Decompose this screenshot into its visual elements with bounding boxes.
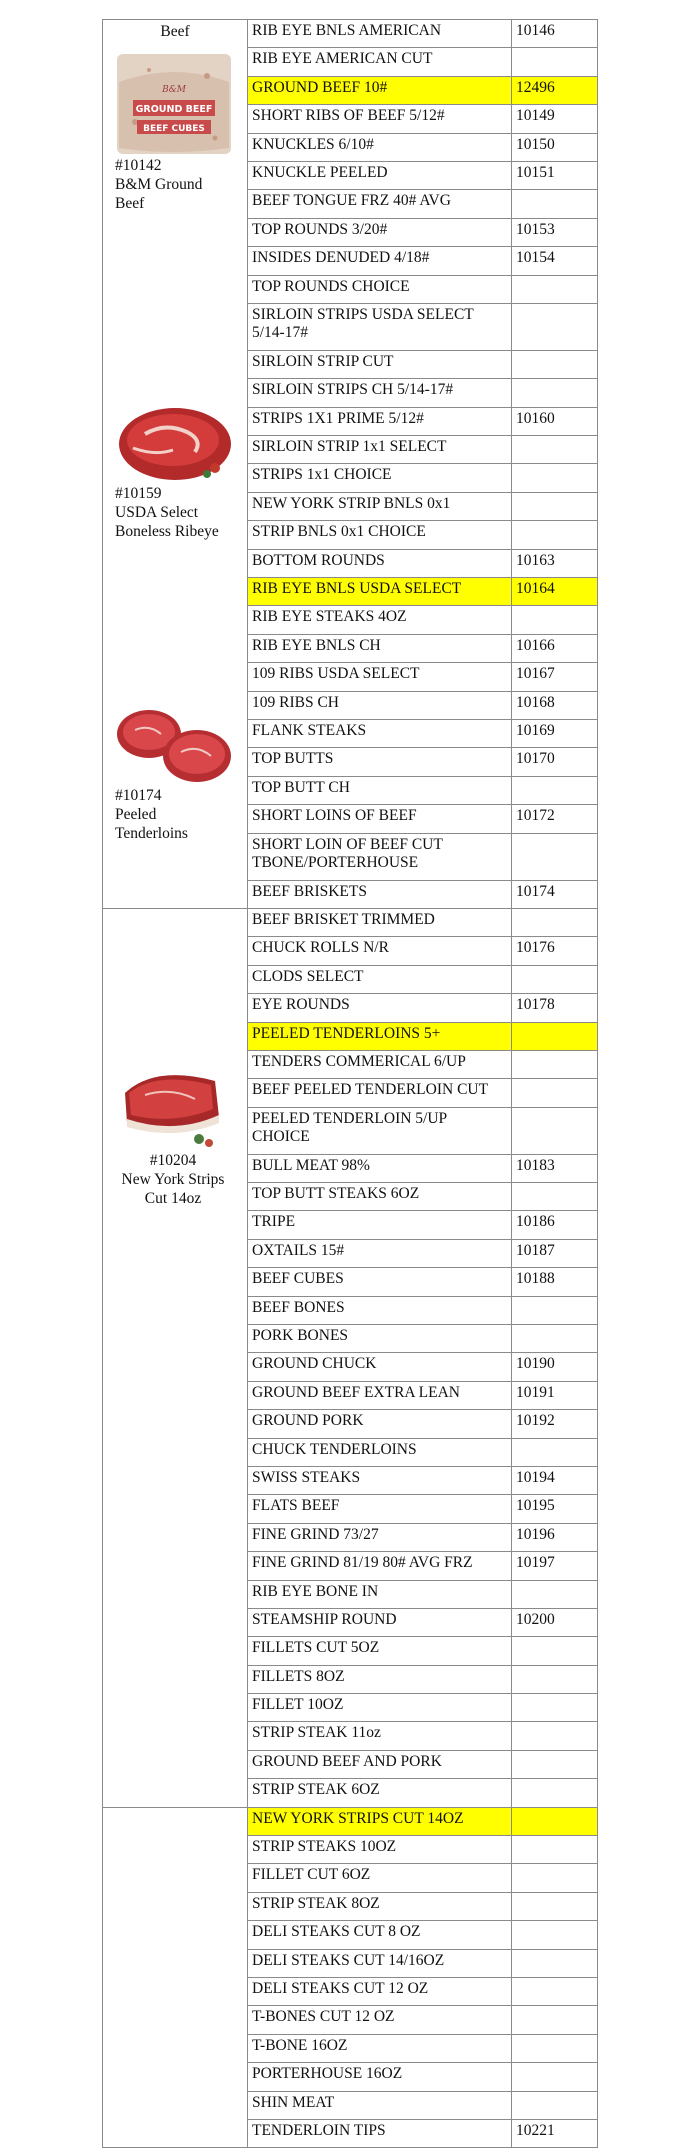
item-code-cell: 10154 xyxy=(512,247,598,275)
product-name: INSIDES DENUDED 4/18# xyxy=(252,249,430,267)
product-name: SIRLOIN STRIPS USDA SELECT xyxy=(252,305,474,323)
product-name: SHORT LOINS OF BEEF xyxy=(252,807,417,825)
product-name: BEEF BRISKETS xyxy=(252,882,367,900)
product-name-cell xyxy=(248,994,512,1022)
product-name: BEEF PEELED TENDERLOIN CUT xyxy=(252,1081,489,1099)
product-name: GROUND BEEF 10# xyxy=(252,78,388,96)
product-name: OXTAILS 15# xyxy=(252,1241,345,1259)
product-name: PORK BONES xyxy=(252,1327,349,1345)
product-name: FILLETS CUT 5OZ xyxy=(252,1639,380,1657)
product-name: STRIP STEAK 6OZ xyxy=(252,1781,380,1799)
product-caption xyxy=(115,484,235,541)
product-name-cell xyxy=(248,880,512,908)
product-name: SHORT LOIN OF BEEF CUT xyxy=(252,835,443,853)
product-name-cell xyxy=(248,1154,512,1182)
product-name-cell xyxy=(248,1325,512,1353)
item-code-cell: 10167 xyxy=(512,663,598,691)
item-code-cell: 10160 xyxy=(512,407,598,435)
product-name: 109 RIBS USDA SELECT xyxy=(252,665,420,683)
product-name-cell xyxy=(248,1495,512,1523)
product-name: SIRLOIN STRIP 1x1 SELECT xyxy=(252,438,447,456)
product-name: FINE GRIND 81/19 80# AVG FRZ xyxy=(252,1554,473,1572)
table-row xyxy=(103,1807,598,1835)
item-code-cell: 10163 xyxy=(512,549,598,577)
product-name-cell xyxy=(248,908,512,936)
item-code-cell xyxy=(512,303,598,350)
product-name: FILLETS 8OZ xyxy=(252,1667,345,1685)
item-code-cell: 10192 xyxy=(512,1410,598,1438)
product-name: GROUND CHUCK xyxy=(252,1355,377,1373)
product-name-line: Tenderloins xyxy=(115,825,188,842)
product-name-cell xyxy=(248,436,512,464)
product-name: FLATS BEEF xyxy=(252,1497,340,1515)
item-code-cell xyxy=(512,1949,598,1977)
product-name: TOP ROUNDS 3/20# xyxy=(252,220,388,238)
product-name-cell xyxy=(248,48,512,76)
item-code-cell xyxy=(512,1921,598,1949)
product-name: GROUND PORK xyxy=(252,1412,364,1430)
product-name: TENDERLOIN TIPS xyxy=(252,2121,386,2139)
svg-text:GROUND BEEF: GROUND BEEF xyxy=(135,104,213,115)
product-name: KNUCKLE PEELED xyxy=(252,163,388,181)
product-name: TOP BUTTS xyxy=(252,750,334,768)
product-name-line: USDA Select xyxy=(115,504,199,521)
item-code-cell: 10188 xyxy=(512,1268,598,1296)
product-name: PEELED TENDERLOIN 5/UP xyxy=(252,1109,448,1127)
product-name-continued: CHOICE xyxy=(252,1127,310,1145)
product-name-cell xyxy=(248,190,512,218)
item-code-cell xyxy=(512,1438,598,1466)
item-code-cell: 10169 xyxy=(512,719,598,747)
product-name: STRIP STEAK 8OZ xyxy=(252,1894,380,1912)
product-name: CHUCK ROLLS N/R xyxy=(252,939,389,957)
item-code-cell xyxy=(512,1978,598,2006)
product-name-cell xyxy=(248,578,512,606)
item-code-cell xyxy=(512,2034,598,2062)
tenderloin-steaks-image xyxy=(115,704,235,786)
item-code-cell: 10149 xyxy=(512,105,598,133)
product-name-cell xyxy=(248,663,512,691)
product-name-cell xyxy=(248,350,512,378)
item-code-cell xyxy=(512,1050,598,1078)
item-code-cell xyxy=(512,1183,598,1211)
product-name: STRIPS 1x1 CHOICE xyxy=(252,466,392,484)
item-code-cell xyxy=(512,776,598,804)
product-name: PEELED TENDERLOINS 5+ xyxy=(252,1024,441,1042)
product-name-cell xyxy=(248,2119,512,2147)
product-name: DELI STEAKS CUT 12 OZ xyxy=(252,1980,429,1997)
product-name-cell xyxy=(248,1183,512,1211)
product-name-line: New York Strips xyxy=(121,1170,225,1188)
product-name-cell xyxy=(248,805,512,833)
new-york-strip-image xyxy=(115,1059,231,1151)
product-name-cell xyxy=(248,691,512,719)
product-name: T-BONES CUT 12 OZ xyxy=(252,2008,395,2026)
product-name: 109 RIBS CH xyxy=(252,693,339,711)
product-name-cell xyxy=(248,379,512,407)
product-name: STRIP BNLS 0x1 CHOICE xyxy=(252,523,426,541)
product-name: RIB EYE BNLS AMERICAN xyxy=(252,22,442,39)
product-name-line: B&M Ground xyxy=(115,176,203,193)
product-name-cell xyxy=(248,1921,512,1949)
product-name-cell xyxy=(248,2091,512,2119)
item-code-cell xyxy=(512,1580,598,1608)
item-code-cell: 12496 xyxy=(512,76,598,104)
product-name: TOP BUTT STEAKS 6OZ xyxy=(252,1185,420,1203)
product-name-cell xyxy=(248,407,512,435)
item-code-cell xyxy=(512,1325,598,1353)
item-code-cell xyxy=(512,48,598,76)
table-row xyxy=(103,908,598,936)
item-code-cell xyxy=(512,1079,598,1107)
item-code-cell xyxy=(512,379,598,407)
product-name: FINE GRIND 73/27 xyxy=(252,1525,379,1543)
item-code-cell xyxy=(512,190,598,218)
product-name: SHORT RIBS OF BEEF 5/12# xyxy=(252,107,445,125)
product-name: STEAMSHIP ROUND xyxy=(252,1610,397,1628)
beef-product-table xyxy=(102,19,598,2148)
product-name-cell xyxy=(248,1949,512,1977)
product-name: STRIP STEAK 11oz xyxy=(252,1724,381,1742)
product-name-cell xyxy=(248,1296,512,1324)
product-name-cell xyxy=(248,965,512,993)
product-name: T-BONE 16OZ xyxy=(252,2036,348,2054)
item-code-cell: 10166 xyxy=(512,634,598,662)
product-code: #10204 xyxy=(149,1151,197,1169)
product-code: #10159 xyxy=(115,485,162,502)
product-name: BEEF BRISKET TRIMMED xyxy=(252,910,435,928)
product-code: #10174 xyxy=(115,787,162,804)
product-name-cell xyxy=(248,1022,512,1050)
product-name: NEW YORK STRIP BNLS 0x1 xyxy=(252,494,451,512)
product-name-cell xyxy=(248,937,512,965)
product-caption xyxy=(115,786,235,843)
product-list-page xyxy=(102,19,598,2148)
product-name: RIB EYE BNLS USDA SELECT xyxy=(252,580,462,598)
item-code-cell xyxy=(512,436,598,464)
item-code-cell xyxy=(512,1296,598,1324)
item-code-cell: 10221 xyxy=(512,2119,598,2147)
product-name: NEW YORK STRIPS CUT 14OZ xyxy=(252,1809,464,1827)
product-name: CHUCK TENDERLOINS xyxy=(252,1440,417,1458)
item-code-cell xyxy=(512,2063,598,2091)
item-code-cell: 10191 xyxy=(512,1381,598,1409)
product-name-cell xyxy=(248,606,512,634)
product-name-cell xyxy=(248,1438,512,1466)
item-code-cell: 10178 xyxy=(512,994,598,1022)
product-name-cell xyxy=(248,1381,512,1409)
product-caption xyxy=(115,156,233,213)
item-code-cell: 10194 xyxy=(512,1466,598,1494)
product-new-york-strips xyxy=(115,1059,231,1208)
product-name-cell xyxy=(248,1523,512,1551)
item-code-cell: 10200 xyxy=(512,1608,598,1636)
item-code-cell xyxy=(512,275,598,303)
product-tenderloins xyxy=(115,704,235,843)
product-name-line: Cut 14oz xyxy=(144,1189,202,1207)
product-name: STRIP STEAKS 10OZ xyxy=(252,1838,397,1856)
item-code-cell xyxy=(512,2091,598,2119)
product-name-cell xyxy=(248,1050,512,1078)
product-name-cell xyxy=(248,1353,512,1381)
item-code-cell: 10190 xyxy=(512,1353,598,1381)
product-name-cell xyxy=(248,1079,512,1107)
product-name-cell xyxy=(248,1552,512,1580)
item-code-cell: 10153 xyxy=(512,218,598,246)
product-name-cell xyxy=(248,1722,512,1750)
product-name-cell xyxy=(248,1239,512,1267)
product-name: FILLET 10OZ xyxy=(252,1696,344,1714)
svg-text:BEEF CUBES: BEEF CUBES xyxy=(143,124,205,134)
product-name-cell xyxy=(248,1608,512,1636)
product-name-cell xyxy=(248,1665,512,1693)
product-name: TOP ROUNDS CHOICE xyxy=(252,277,410,295)
item-code-cell xyxy=(512,606,598,634)
item-code-cell: 10186 xyxy=(512,1211,598,1239)
product-name-continued: 5/14-17# xyxy=(252,323,308,341)
product-name-line: Boneless Ribeye xyxy=(115,523,219,540)
product-name-cell xyxy=(248,1580,512,1608)
item-code-cell xyxy=(512,492,598,520)
category-heading: Beef xyxy=(160,23,190,40)
product-name-cell xyxy=(248,1211,512,1239)
item-code-cell xyxy=(512,1779,598,1807)
product-name: DELI STEAKS CUT 8 OZ xyxy=(252,1923,421,1941)
item-code-cell xyxy=(512,1836,598,1864)
product-name-cell xyxy=(248,521,512,549)
product-code: #10142 xyxy=(115,157,162,174)
product-name: TOP BUTT CH xyxy=(252,778,350,796)
product-name: STRIPS 1X1 PRIME 5/12# xyxy=(252,409,424,427)
product-name-cell xyxy=(248,1978,512,2006)
item-code-cell xyxy=(512,1892,598,1920)
product-name: GROUND BEEF EXTRA LEAN xyxy=(252,1383,460,1401)
item-code-cell xyxy=(512,1694,598,1722)
product-ground-beef xyxy=(115,52,233,213)
product-name-cell xyxy=(248,1892,512,1920)
item-code-cell xyxy=(512,833,598,880)
product-name-cell xyxy=(248,105,512,133)
product-name-cell xyxy=(248,218,512,246)
product-name-cell xyxy=(248,1107,512,1154)
product-name-cell xyxy=(248,303,512,350)
product-name: SWISS STEAKS xyxy=(252,1468,361,1486)
item-code-cell xyxy=(512,350,598,378)
product-name-cell xyxy=(248,1807,512,1835)
ribeye-steak-image xyxy=(115,394,235,484)
product-name-cell xyxy=(248,1466,512,1494)
item-code-cell xyxy=(512,1722,598,1750)
product-name: BOTTOM ROUNDS xyxy=(252,551,385,569)
product-name-cell xyxy=(248,1864,512,1892)
left-image-column xyxy=(103,908,248,1807)
product-name-continued: TBONE/PORTERHOUSE xyxy=(252,853,419,871)
item-code-cell xyxy=(512,464,598,492)
item-code-cell: 10195 xyxy=(512,1495,598,1523)
left-image-column xyxy=(103,1807,248,2148)
product-name-cell xyxy=(248,1779,512,1807)
product-name-cell xyxy=(248,464,512,492)
product-name: RIB EYE BNLS CH xyxy=(252,636,381,654)
item-code-cell: 10176 xyxy=(512,937,598,965)
product-name-line: Beef xyxy=(115,195,145,212)
item-code-cell xyxy=(512,1807,598,1835)
product-name: SHIN MEAT xyxy=(252,2093,335,2111)
table-row xyxy=(103,20,598,48)
product-name-cell xyxy=(248,549,512,577)
product-name-cell xyxy=(248,748,512,776)
item-code-cell: 10187 xyxy=(512,1239,598,1267)
product-name: EYE ROUNDS xyxy=(252,996,350,1014)
item-code-cell: 10150 xyxy=(512,133,598,161)
product-name: BEEF CUBES xyxy=(252,1270,344,1288)
product-name: TENDERS COMMERICAL 6/UP xyxy=(252,1052,466,1070)
product-name: BEEF BONES xyxy=(252,1298,345,1316)
product-name-cell xyxy=(248,719,512,747)
item-code-cell: 10197 xyxy=(512,1552,598,1580)
product-name: RIB EYE BONE IN xyxy=(252,1582,379,1600)
item-code-cell xyxy=(512,1637,598,1665)
item-code-cell xyxy=(512,1750,598,1778)
product-name-cell xyxy=(248,1410,512,1438)
product-name-cell xyxy=(248,2006,512,2034)
product-name-line: Peeled xyxy=(115,806,157,823)
product-name-cell xyxy=(248,247,512,275)
item-code-cell: 10170 xyxy=(512,748,598,776)
product-name: GROUND BEEF AND PORK xyxy=(252,1752,442,1770)
product-name: BEEF TONGUE FRZ 40# AVG xyxy=(252,192,451,210)
product-name: PORTERHOUSE 16OZ xyxy=(252,2065,403,2083)
item-code-cell xyxy=(512,2006,598,2034)
product-name: RIB EYE AMERICAN CUT xyxy=(252,50,433,68)
product-name-cell xyxy=(248,1750,512,1778)
left-image-column xyxy=(103,20,248,909)
product-name-cell xyxy=(248,1694,512,1722)
item-code-cell: 10196 xyxy=(512,1523,598,1551)
product-name-cell xyxy=(248,492,512,520)
product-name-cell xyxy=(248,133,512,161)
product-name: CLODS SELECT xyxy=(252,967,364,985)
item-code-cell xyxy=(512,908,598,936)
item-code-cell xyxy=(512,965,598,993)
svg-text:B&M: B&M xyxy=(162,85,186,95)
product-caption xyxy=(115,1151,231,1208)
product-name-cell xyxy=(248,161,512,189)
product-name-cell xyxy=(248,1836,512,1864)
item-code-cell: 10146 xyxy=(512,20,598,48)
product-name: DELI STEAKS CUT 14/16OZ xyxy=(252,1951,445,1969)
product-name: FILLET CUT 6OZ xyxy=(252,1866,371,1884)
product-ribeye xyxy=(115,394,235,541)
item-code-cell: 10151 xyxy=(512,161,598,189)
product-name-cell xyxy=(248,833,512,880)
item-code-cell: 10168 xyxy=(512,691,598,719)
product-name-cell xyxy=(248,1637,512,1665)
product-name: SIRLOIN STRIP CUT xyxy=(252,352,394,370)
item-code-cell: 10172 xyxy=(512,805,598,833)
item-code-cell xyxy=(512,1022,598,1050)
item-code-cell xyxy=(512,1864,598,1892)
item-code-cell: 10174 xyxy=(512,880,598,908)
item-code-cell: 10183 xyxy=(512,1154,598,1182)
item-code-cell xyxy=(512,1107,598,1154)
product-name-cell xyxy=(248,776,512,804)
product-name-cell xyxy=(248,2034,512,2062)
item-code-cell xyxy=(512,1665,598,1693)
ground-beef-bag-image xyxy=(115,52,233,156)
product-name: KNUCKLES 6/10# xyxy=(252,135,374,153)
product-name-cell xyxy=(248,634,512,662)
product-name-cell xyxy=(248,1268,512,1296)
product-name: BULL MEAT 98% xyxy=(252,1156,370,1174)
product-name: TRIPE xyxy=(252,1213,296,1231)
product-name-cell xyxy=(248,275,512,303)
item-code-cell: 10164 xyxy=(512,578,598,606)
product-name-cell xyxy=(248,2063,512,2091)
product-name-cell xyxy=(248,20,512,48)
product-name: FLANK STEAKS xyxy=(252,721,367,739)
item-code-cell xyxy=(512,521,598,549)
product-name-cell xyxy=(248,76,512,104)
product-name: SIRLOIN STRIPS CH 5/14-17# xyxy=(252,381,454,399)
product-name: RIB EYE STEAKS 4OZ xyxy=(252,608,407,626)
